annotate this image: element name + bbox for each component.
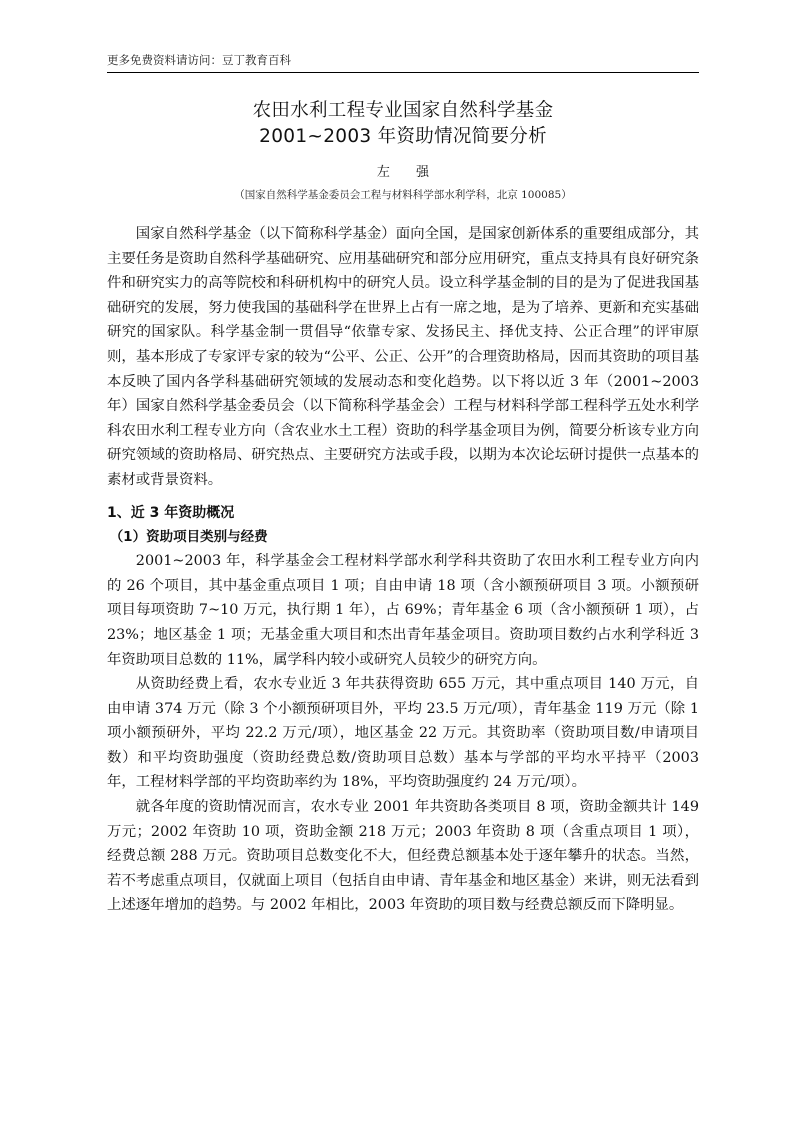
paper-body bbox=[107, 222, 699, 918]
paper-title-line1: 农田水利工程专业国家自然科学基金 bbox=[252, 100, 554, 121]
intro-paragraph: 国家自然科学基金（以下简称科学基金）面向全国，是国家创新体系的重要组成部分，其主要任务是资助自然科学基础研究、应用基础研究和部分应用研究，重点支持具有良好研究条件和研究实力的高等院校和科研机构中的研究人员。设立科学基金制的目的是为了促进我国基础研究的发展，努力使我国的基础科学在世界上占有一席之地，是为了培养、更新和充实基础研究的国家队。科学基金制一贯倡导“依靠专家、发扬民主、择优支持、公正合理”的评审原则，基本形成了专家评专家的较为“公平、公正、公开”的合理资助格局，因而其资助的项目基本反映了国内各学科基础研究领域的发展动态和变化趋势。以下将以近 3 年（2001~2003 年）国家自然科学基金委员会（以下简称科学基金会）工程与材料科学部工程科学五处水利学科农田水利工程专业方向（含农业水土工程）资助的科学基金项目为例，简要分析该专业方向研究领域的资助格局、研究热点、主要研究方法或手段，以期为本次论坛研讨提供一点基本的素材或背景资料。 bbox=[107, 226, 699, 488]
author-name: 左 强 bbox=[376, 165, 430, 180]
author-affiliation: （国家自然科学基金委员会工程与材料科学部水利学科，北京 100085） bbox=[234, 189, 572, 201]
page-header bbox=[107, 52, 699, 68]
body-paragraph: 就各年度的资助情况而言，农水专业 2001 年共资助各类项目 8 项，资助金额共计 149 万元；2002 年资助 10 项，资助金额 218 万元；2003 年资助 8 项（含重点项目 1 项），经费总额 288 万元。资助项目总数变化不大，但经费总额基本处于逐年攀升的状态。当然，若不考虑重点项目，仅就面上项目（包括自由申请、青年基金和地区基金）来讲，则无法看到上述逐年增加的趋势。与 2002 年相比，2003 年资助的项目数与经费总额反而下降明显。 bbox=[107, 799, 699, 914]
subsection-heading: （1）资助项目类别与经费 bbox=[109, 529, 268, 546]
body-paragraph: 从资助经费上看，农水专业近 3 年共获得资助 655 万元，其中重点项目 140 万元，自由申请 374 万元（除 3 个小额预研项目外，平均 23.5 万元/项），青年基金 119 万元（除 1 项小额预研外，平均 22.2 万元/项），地区基金 22 万元。其资助率（资助项目数/申请项目数）和平均资助强度（资助经费总数/资助项目总数）基本与学部的平均水平持平（2003 年，工程材料学部的平均资助率约为 18%，平均资助强度约 24 万元/项）。 bbox=[107, 676, 699, 791]
section-heading: 1、近 3 年资助概况 bbox=[107, 504, 235, 521]
title-block bbox=[107, 98, 699, 202]
body-paragraph: 2001~2003 年，科学基金会工程材料学部水利学科共资助了农田水利工程专业方向内的 26 个项目，其中基金重点项目 1 项；自由申请 18 项（含小额预研项目 3 项。小额预研项目每项资助 7~10 万元，执行期 1 年），占 69%；青年基金 6 项（含小额预研 1 项），占 23%；地区基金 1 项；无基金重大项目和杰出青年基金项目。资助项目数约占水利学科近 3 年资助项目总数的 11%，属学科内较小或研究人员较少的研究方向。 bbox=[107, 553, 699, 668]
paper-title-line2: 2001~2003 年资助情况简要分析 bbox=[259, 126, 547, 147]
header-link-text: 更多免费资料请访问：豆丁教育百科 bbox=[107, 53, 291, 67]
header-rule bbox=[107, 72, 699, 73]
